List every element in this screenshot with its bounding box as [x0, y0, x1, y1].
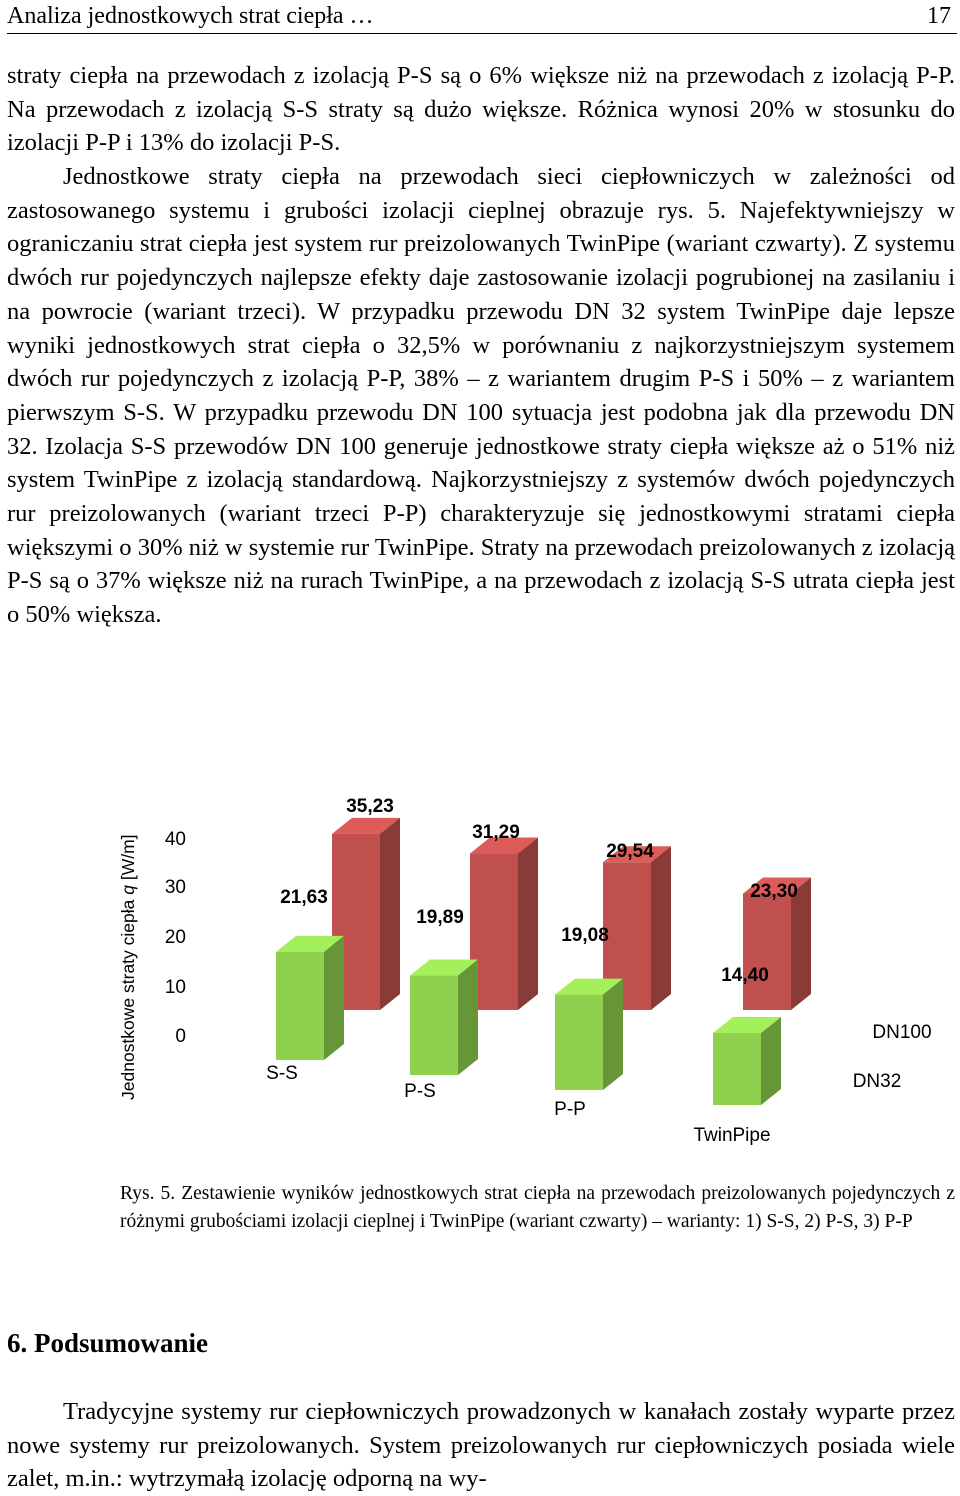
y-tick-label: 40	[164, 829, 186, 850]
bar-dn100-side	[380, 818, 400, 1010]
figure-caption: Rys. 5. Zestawienie wyników jednostkowych strat ciepła na przewodach preizolowanych pojedynczych z różnymi grubościami izolacji cieplnej i TwinPipe (wariant czwarty) – warianty: 1) S-S, 2) P-S, 3) P-P	[120, 1183, 955, 1232]
bars	[276, 818, 811, 1105]
data-label-dn32: 14,40	[721, 965, 769, 986]
y-tick-label: 0	[175, 1026, 186, 1047]
data-label-dn100: 31,29	[472, 822, 520, 843]
bar-dn100-side	[651, 846, 671, 1010]
bar-dn100-side	[518, 838, 538, 1010]
data-label-dn100: 29,54	[606, 841, 654, 862]
category-label: P-P	[554, 1099, 586, 1120]
bar-chart-3d	[0, 780, 960, 1160]
bar-dn32-side	[324, 936, 344, 1060]
category-label: S-S	[266, 1063, 298, 1084]
category-label: TwinPipe	[693, 1125, 771, 1146]
category-label: P-S	[404, 1081, 436, 1102]
data-label-dn32: 19,08	[561, 925, 609, 946]
bar-dn32	[713, 1033, 761, 1105]
running-header	[7, 0, 957, 34]
y-axis-label: Jednostkowe straty ciepła q [W/m]	[118, 834, 138, 1100]
data-label-dn100: 35,23	[346, 796, 394, 817]
paragraph-2: Jednostkowe straty ciepła na przewodach sieci ciepłowniczych w zależności od zastosowanego systemu i grubości izolacji cieplnej obrazuje rys. 5. Najefektywniejszy w ograniczaniu strat ciepła jest system rur preizolowanych TwinPipe (wariant czwarty). Z systemu dwóch rur pojedynczych najlepsze efekty daje zastosowanie izolacji pogrubionej na zasilaniu i na powrocie (wariant trzeci). W przypadku przewodu DN 32 system TwinPipe daje lepsze wyniki jednostkowych strat ciepła o 32,5% w porównaniu z najkorzystniejszym systemem dwóch rur pojedynczych z izolacją P-P, 38% – z wariantem drugim P-S i 50% – z wariantem pierwszym S-S. W przypadku przewodu DN 100 sytuacja jest podobna jak dla przewodu DN 32. Izolacja S-S przewodów DN 100 generuje jednostkowe straty ciepła większe aż o 51% niż system TwinPipe z izolacją standardową. Najkorzystniejszy z systemów dwóch pojedynczych rur preizolowanych (wariant trzeci P-P) charakteryzuje się jednostkowymi stratami ciepła większymi o 30% niż w systemie rur TwinPipe. Straty na przewodach preizolowanych z izolacją P-S są o 37% większe niż na rurach TwinPipe, a na przewodach z izolacją S-S utrata ciepła jest o 50% większa.	[7, 163, 955, 629]
bar-dn32	[410, 976, 458, 1075]
series-labels	[853, 1022, 932, 1092]
paragraph-1: straty ciepła na przewodach z izolacją P-S są o 6% większe niż na przewodach z izolacją P-P. Na przewodach z izolacją S-S straty są dużo większe. Różnica wynosi 20% w stosunku do izolacji P-P i 13% do izolacji P-S.	[7, 62, 955, 157]
data-label-dn32: 21,63	[280, 887, 328, 908]
y-tick-label: 30	[164, 877, 186, 898]
series-label-dn32: DN32	[852, 1071, 902, 1092]
y-tick-label: 20	[164, 927, 186, 948]
category-labels	[266, 1063, 770, 1146]
series-label-dn100: DN100	[872, 1022, 932, 1043]
bar-dn32-side	[458, 960, 478, 1075]
section-title: 6. Podsumowanie	[7, 1328, 209, 1358]
page-number: 17	[927, 3, 951, 29]
data-label-dn32: 19,89	[416, 907, 464, 928]
bar-dn32	[276, 952, 324, 1060]
bar-dn32-side	[603, 979, 623, 1090]
y-ticks	[165, 829, 186, 1047]
bar-dn100	[743, 894, 791, 1011]
y-tick-label: 10	[164, 977, 186, 998]
data-label-dn100: 23,30	[750, 881, 798, 902]
bar-dn32	[555, 995, 603, 1090]
paragraph-3: Tradycyjne systemy rur ciepłowniczych prowadzonych w kanałach zostały wyparte przez nowe systemy rur preizolowanych. System preizolowanych rur ciepłowniczych posiada wiele zalet, m.in.: wytrzymałą izolację odporną na wy-	[7, 1398, 955, 1493]
running-title: Analiza jednostkowych strat ciepła …	[7, 3, 374, 29]
